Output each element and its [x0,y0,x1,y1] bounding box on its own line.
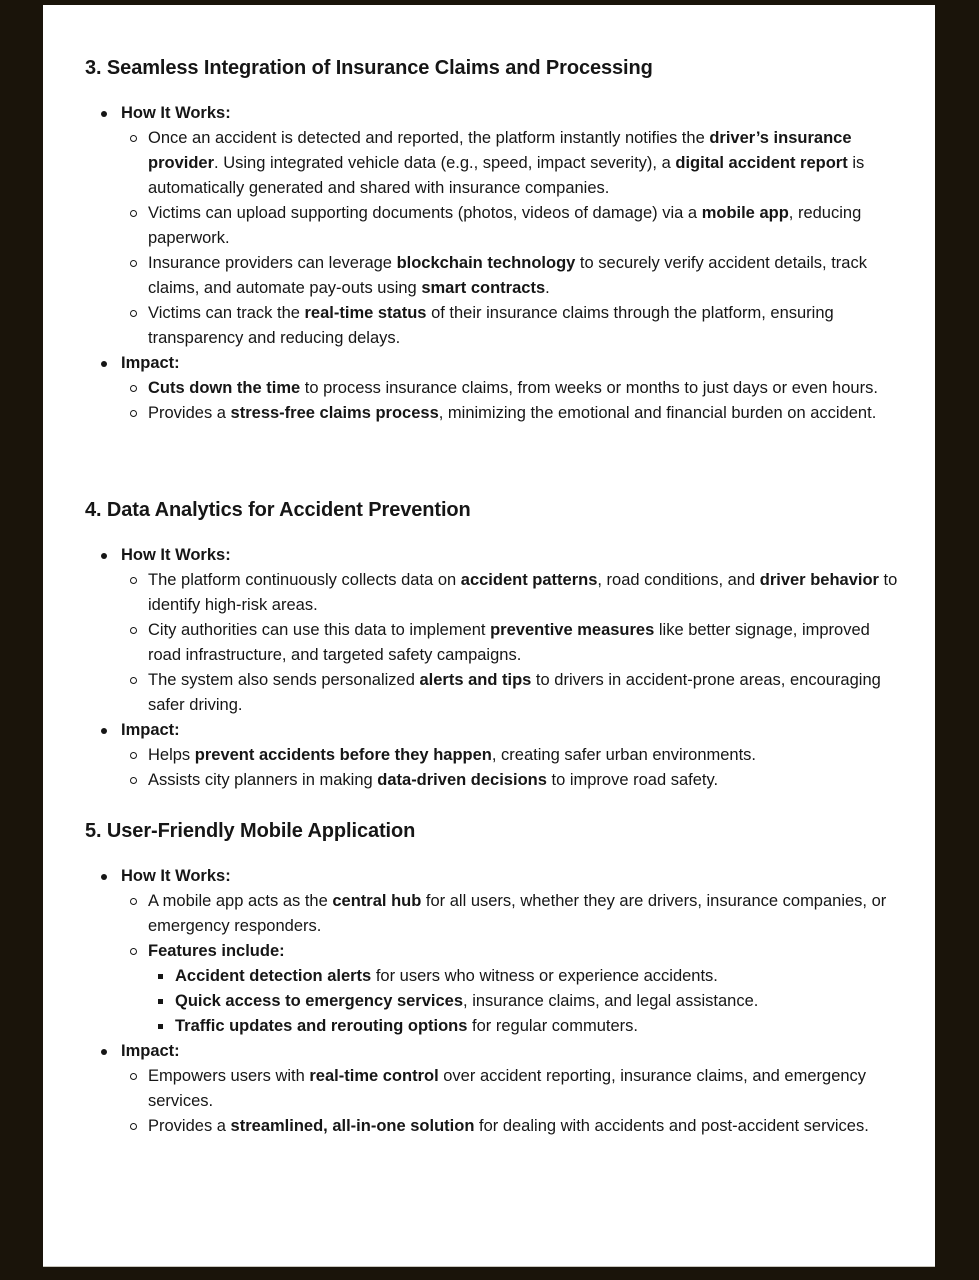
section-heading: 5. User-Friendly Mobile Application [85,820,416,842]
impact-label: Impact: [121,1042,180,1060]
how-it-works-label: How It Works: [121,867,231,885]
document-page [43,5,935,1266]
section-heading: 3. Seamless Integration of Insurance Claims and Processing [85,57,653,79]
impact-label: Impact: [121,721,180,739]
list-item: Traffic updates and rerouting options for regular commuters. [148,1014,905,1039]
list-item: The platform continuously collects data on accident patterns, road conditions, and driver behavior to identify high-risk areas. [121,568,905,618]
list-item: Helps prevent accidents before they happen, creating safer urban environments. [121,743,905,768]
section-list [85,543,905,793]
how-list [121,126,905,351]
impact-label: Impact: [121,354,180,372]
how-it-works-label: How It Works: [121,546,231,564]
list-item: Accident detection alerts for users who witness or experience accidents. [148,964,905,989]
list-item: The system also sends personalized alerts and tips to drivers in accident-prone areas, encouraging safer driving. [121,668,905,718]
list-item: Empowers users with real-time control over accident reporting, insurance claims, and emergency services. [121,1064,905,1114]
list-item: Once an accident is detected and reported, the platform instantly notifies the driver’s insurance provider. Using integrated vehicle data (e.g., speed, impact severity), a digital accident report is automatically generated and shared with insurance companies. [121,126,905,201]
features-item [121,939,905,1039]
impact-list [121,376,905,426]
impact-list [121,1064,905,1139]
how-list [121,889,905,1039]
impact-list [121,743,905,793]
list-item: Insurance providers can leverage blockchain technology to securely verify accident details, track claims, and automate pay-outs using smart contracts. [121,251,905,301]
section-heading: 4. Data Analytics for Accident Prevention [85,499,471,521]
list-item: City authorities can use this data to implement preventive measures like better signage, improved road infrastructure, and targeted safety campaigns. [121,618,905,668]
section-list [85,101,905,426]
section-5 [85,820,905,1139]
list-item: Quick access to emergency services, insurance claims, and legal assistance. [148,989,905,1014]
section-list [85,864,905,1139]
impact-item [85,718,905,793]
how-it-works-item [85,543,905,718]
list-item: Assists city planners in making data-driven decisions to improve road safety. [121,768,905,793]
how-it-works-item [85,864,905,1039]
features-list [148,964,905,1039]
how-it-works-label: How It Works: [121,104,231,122]
section-4 [85,499,905,793]
list-item: Cuts down the time to process insurance claims, from weeks or months to just days or even hours. [121,376,905,401]
features-label: Features include: [148,942,285,960]
list-item: Provides a streamlined, all-in-one solution for dealing with accidents and post-accident services. [121,1114,905,1139]
how-list [121,568,905,718]
list-item: Provides a stress-free claims process, minimizing the emotional and financial burden on accident. [121,401,905,426]
list-item: Victims can upload supporting documents (photos, videos of damage) via a mobile app, reducing paperwork. [121,201,905,251]
section-3 [85,57,905,426]
how-list-item: A mobile app acts as the central hub for all users, whether they are drivers, insurance companies, or emergency responders. [121,889,905,939]
list-item: Victims can track the real-time status of their insurance claims through the platform, ensuring transparency and reducing delays. [121,301,905,351]
impact-item [85,1039,905,1139]
impact-item [85,351,905,426]
how-it-works-item [85,101,905,351]
